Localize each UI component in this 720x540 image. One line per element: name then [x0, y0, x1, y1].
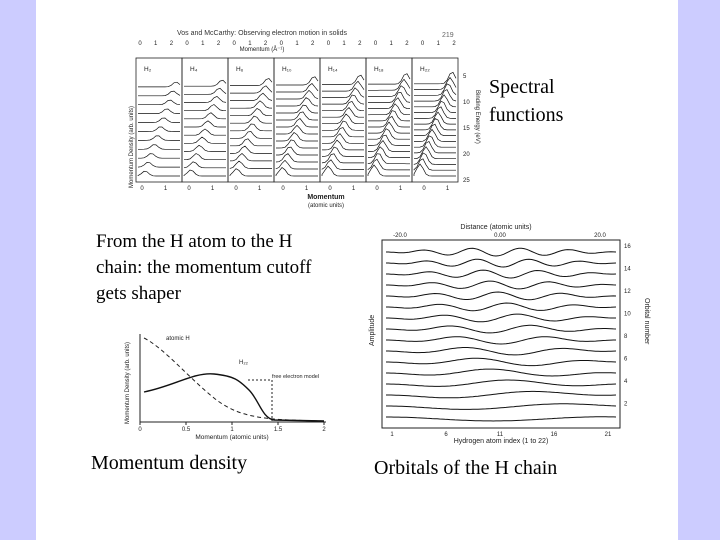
orbital-number-tick: 16 — [624, 244, 631, 250]
orbital-number-tick: 2 — [624, 401, 628, 408]
orbital-number-label: Orbital number — [643, 298, 650, 345]
momentum-density-caption: Momentum density — [91, 452, 248, 474]
bottom-tick: 1 — [445, 186, 450, 192]
bottom-tick: 0 — [234, 186, 238, 192]
spectral-curve — [368, 79, 410, 90]
top-tick: 0 — [138, 41, 142, 47]
momentum-tick: 1 — [230, 427, 234, 433]
spectral-curve — [368, 86, 410, 97]
spectral-curve — [322, 75, 364, 84]
spectral-curve — [230, 161, 272, 168]
top-tick: 0 — [420, 41, 425, 47]
spectral-curve — [184, 170, 226, 176]
top-tick: 1 — [342, 41, 346, 47]
momentum-tick: 0 — [138, 427, 142, 433]
bottom-tick: 1 — [398, 186, 403, 192]
top-tick: 2 — [263, 41, 268, 47]
bottom-tick: 0 — [422, 186, 426, 192]
orbital-number-tick: 8 — [624, 334, 628, 340]
spectral-curve — [322, 81, 364, 91]
spectral-curve — [138, 171, 180, 176]
bottom-tick: 1 — [163, 186, 168, 192]
bottom-tick: 1 — [210, 186, 215, 192]
spectral-curve — [230, 93, 272, 100]
bottom-tick: 1 — [257, 186, 262, 192]
spectral-panels — [136, 58, 458, 182]
spectral-curve — [368, 135, 410, 145]
top-tick: 2 — [311, 41, 315, 47]
top-tick: 1 — [201, 41, 205, 47]
orbital-curve — [386, 348, 616, 355]
spectral-curve — [230, 169, 272, 176]
orbital-curve — [386, 325, 616, 333]
spectral-curve — [138, 82, 180, 87]
orbitals-frame — [382, 240, 620, 428]
spectral-panel — [136, 58, 182, 182]
spectral-curve — [230, 86, 272, 93]
orbital-curves — [386, 248, 616, 421]
free-electron-curve — [248, 380, 272, 421]
spectral-curve — [230, 132, 272, 139]
spectral-curve — [138, 154, 180, 159]
atom-index-tick: 1 — [390, 432, 394, 438]
spectral-panel — [182, 58, 228, 182]
spectral-curve — [138, 162, 180, 167]
amplitude-label: Amplitude — [369, 314, 376, 346]
spectral-curve — [368, 141, 410, 152]
top-tick: 0 — [373, 41, 378, 47]
bottom-tick: 1 — [351, 186, 356, 192]
spectral-curve — [184, 145, 226, 151]
binding-energy-tick: 15 — [463, 126, 470, 132]
spectral-curve — [184, 129, 226, 135]
panel-label: H₆ — [236, 66, 244, 73]
bottom-tick: 0 — [187, 186, 191, 192]
momentum-x-ticks — [138, 422, 326, 433]
orbital-number-tick: 6 — [624, 356, 628, 363]
atomic-h-label: atomic H — [166, 336, 190, 342]
spectral-curve — [184, 113, 226, 119]
orbital-curve — [386, 391, 616, 397]
orbital-curve — [386, 270, 616, 278]
orbital-number-tick: 4 — [624, 379, 628, 385]
spectral-curve — [138, 127, 180, 132]
spectral-functions-caption: Spectral functions — [489, 76, 564, 126]
momentum-density-figure — [114, 328, 334, 440]
top-tick: 1 — [154, 41, 158, 47]
orbitals-title: Distance (atomic units) — [460, 224, 532, 231]
spectral-curve — [368, 93, 410, 103]
top-tick: 2 — [452, 41, 456, 47]
momentum-x-label: Momentum (atomic units) — [195, 434, 269, 441]
orbitals-figure — [356, 218, 650, 446]
left-axis-label: Momentum Density (arb. units) — [129, 105, 135, 188]
orbital-curve — [386, 259, 616, 267]
binding-energy-ticks — [463, 74, 470, 184]
atom-index-tick: 11 — [496, 432, 504, 438]
panel-label: H₂ — [144, 66, 152, 73]
spectral-curve — [322, 128, 364, 137]
top-tick: 1 — [248, 41, 252, 47]
panel-label: H₁₄ — [328, 66, 338, 73]
spectral-curve — [230, 79, 272, 86]
spectral-curve — [184, 88, 226, 94]
orbital-curve — [386, 369, 616, 376]
orbital-number-tick: 12 — [624, 289, 631, 295]
bottom-tick: 0 — [328, 186, 332, 192]
spectral-curve — [368, 159, 410, 170]
spectral-curve — [322, 101, 364, 110]
top-tick: 1 — [295, 41, 299, 47]
spectral-curve — [138, 91, 180, 96]
orbitals-top-tick-mid: 0.00 — [494, 233, 506, 239]
spectral-curve — [184, 137, 226, 143]
spectral-curve — [138, 145, 180, 150]
spectral-curve — [322, 140, 364, 150]
orbital-curve — [386, 417, 616, 421]
spectral-curve — [368, 98, 410, 109]
orbital-curve — [386, 248, 616, 256]
spectral-curve — [138, 109, 180, 114]
panel-label: H₄ — [190, 66, 198, 73]
top-tick: 2 — [169, 41, 174, 47]
free-electron-label: free electron model — [272, 374, 320, 380]
top-tick: 1 — [436, 41, 440, 47]
momentum-y-label: Momentum Density (arb. units) — [125, 341, 131, 424]
orbital-number-tick: 10 — [624, 311, 631, 318]
spectral-curve — [230, 101, 272, 108]
spectral-curve — [184, 154, 226, 160]
orbital-curve — [386, 404, 616, 410]
top-tick: 0 — [326, 41, 331, 47]
spectral-curve — [184, 80, 226, 86]
spectral-curve — [368, 111, 410, 121]
top-tick: 1 — [389, 41, 393, 47]
spectral-curve — [230, 154, 272, 161]
bottom-tick: 1 — [304, 186, 309, 192]
spectral-curve — [184, 162, 226, 168]
top-tick: 2 — [216, 41, 221, 47]
bottom-axis-units: (atomic units) — [307, 203, 345, 209]
bottom-tick: 0 — [281, 186, 285, 192]
top-tick: 0 — [232, 41, 236, 47]
top-axis-label: Momentum (Å⁻¹) — [239, 47, 285, 53]
spectral-curve — [368, 129, 410, 140]
orbital-curve — [386, 358, 616, 365]
spectral-curve — [322, 134, 364, 144]
spectral-curve — [368, 165, 410, 176]
spectral-panel — [320, 58, 366, 182]
bottom-tick: 0 — [140, 186, 144, 192]
binding-energy-tick: 25 — [463, 178, 470, 184]
orbital-curve — [386, 281, 616, 289]
orbitals-caption: Orbitals of the H chain — [374, 457, 558, 479]
binding-energy-tick: 10 — [463, 100, 470, 106]
orbitals-top-tick-right: 20.0 — [594, 233, 606, 239]
spectral-curve — [322, 88, 364, 98]
spectral-functions-figure — [92, 18, 480, 210]
spectral-curve — [184, 105, 226, 111]
orbital-curve — [386, 337, 616, 344]
bottom-tick: 0 — [375, 186, 379, 192]
orbital-curve — [386, 314, 616, 322]
binding-energy-tick: 20 — [463, 152, 470, 158]
hydrogen-index-label: Hydrogen atom index (1 to 22) — [453, 438, 549, 445]
orbital-curve — [386, 292, 616, 300]
spectral-curve — [230, 146, 272, 153]
spectral-curve — [322, 166, 364, 176]
panel-label: H₁₀ — [282, 66, 292, 73]
atom-index-tick: 21 — [604, 432, 612, 438]
spectral-curve — [230, 108, 272, 115]
spectral-curve — [368, 104, 410, 115]
spectral-curve — [230, 116, 272, 123]
h22-curve — [144, 374, 324, 421]
top-axis-ticks — [138, 41, 456, 47]
orbital-number-ticks — [624, 244, 631, 408]
atom-index-tick: 6 — [444, 432, 448, 438]
top-tick: 0 — [185, 41, 189, 47]
spectral-curve — [368, 122, 410, 133]
spectral-curve — [322, 95, 364, 104]
top-tick: 2 — [405, 41, 409, 47]
spectral-curve — [138, 118, 180, 123]
spectral-curve — [184, 121, 226, 127]
spectral-curve — [322, 147, 364, 156]
h22-label: H₂₂ — [239, 360, 248, 366]
spectral-curve — [322, 121, 364, 130]
spectral-curve — [184, 96, 226, 102]
orbital-curve — [386, 303, 616, 311]
slide — [36, 0, 678, 540]
spectral-curve — [230, 124, 272, 131]
momentum-tick: 2 — [322, 427, 326, 433]
bottom-axis-label: Momentum — [307, 194, 345, 201]
figure-header: Vos and McCarthy: Observing electron motion in solids — [176, 30, 348, 37]
panel-label: H₂₂ — [420, 66, 430, 73]
momentum-tick: 1.5 — [273, 427, 283, 433]
orbital-curve — [386, 380, 616, 386]
top-tick: 2 — [358, 41, 362, 47]
panel-label: H₁₈ — [374, 66, 384, 73]
spectral-curve — [368, 147, 410, 158]
binding-energy-tick: 5 — [463, 74, 467, 80]
page-number: 219 — [442, 32, 454, 39]
orbitals-top-tick-left: -20.0 — [393, 233, 407, 239]
bottom-axis-ticks — [140, 186, 450, 192]
spectral-curve — [138, 136, 180, 141]
spectral-curve — [230, 139, 272, 146]
momentum-tick: 0.5 — [181, 427, 191, 433]
spectral-curve — [368, 74, 410, 84]
atom-index-tick: 16 — [550, 432, 558, 438]
top-tick: 0 — [279, 41, 283, 47]
right-axis-label: Binding Energy (eV) — [474, 90, 480, 144]
h-atom-to-chain-caption: From the H atom to the H chain: the momentum cutoff gets shaper — [96, 231, 312, 304]
spectral-curve — [138, 100, 180, 105]
spectral-curve — [322, 160, 364, 170]
orbital-number-tick: 14 — [624, 266, 631, 273]
